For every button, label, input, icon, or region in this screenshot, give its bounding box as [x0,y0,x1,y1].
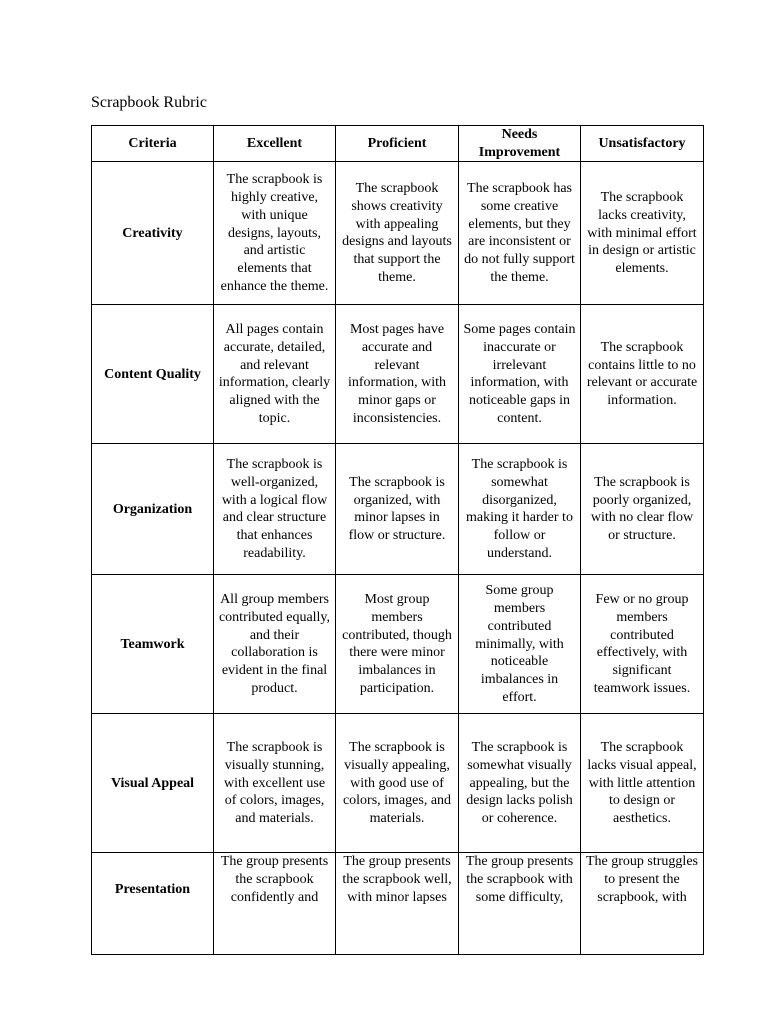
table-row [92,305,704,444]
column-header-needs-improvement: Needs Improvement [459,126,581,162]
column-header-excellent: Excellent [214,126,336,162]
document-title: Scrapbook Rubric [91,94,207,111]
rubric-table [91,125,704,955]
needs-improvement-cell: The scrapbook is somewhat visually appealing, but the design lacks polish or coherence. [459,714,581,853]
criterion-cell: Content Quality [92,305,214,444]
criterion-cell: Organization [92,444,214,575]
column-header-unsatisfactory: Unsatisfactory [581,126,704,162]
unsatisfactory-cell: The scrapbook is poorly organized, with no clear flow or structure. [581,444,704,575]
cell-text: The group presents the scrapbook confidently and [220,854,329,905]
excellent-cell: All group members contributed equally, and their collaboration is evident in the final product. [214,575,336,714]
cell-text: The group struggles to present the scrapbook, with [586,854,698,905]
proficient-cell: The scrapbook is organized, with minor lapses in flow or structure. [336,444,459,575]
column-header-proficient: Proficient [336,126,459,162]
proficient-cell: The scrapbook shows creativity with appealing designs and layouts that support the theme. [336,162,459,305]
criterion-cell: Visual Appeal [92,714,214,853]
excellent-cell: All pages contain accurate, detailed, and relevant information, clearly aligned with the topic. [214,305,336,444]
table-row [92,714,704,853]
table-row [92,162,704,305]
table-row [92,444,704,575]
criterion-cell: Teamwork [92,575,214,714]
criterion-cell: Creativity [92,162,214,305]
excellent-cell: The scrapbook is well-organized, with a logical flow and clear structure that enhances readability. [214,444,336,575]
table-row [92,575,704,714]
criterion-cell: Presentation [92,853,214,955]
needs-improvement-cell: The scrapbook has some creative elements, but they are inconsistent or do not fully support the theme. [459,162,581,305]
column-header-criteria: Criteria [92,126,214,162]
excellent-cell: The scrapbook is visually stunning, with excellent use of colors, images, and materials. [214,714,336,853]
header-row [92,126,704,162]
table-row [92,853,704,955]
proficient-cell [336,853,459,955]
unsatisfactory-cell: The scrapbook lacks visual appeal, with little attention to design or aesthetics. [581,714,704,853]
proficient-cell: The scrapbook is visually appealing, with good use of colors, images, and materials. [336,714,459,853]
unsatisfactory-cell: The scrapbook contains little to no relevant or accurate information. [581,305,704,444]
unsatisfactory-cell: Few or no group members contributed effectively, with significant teamwork issues. [581,575,704,714]
needs-improvement-cell: The scrapbook is somewhat disorganized, making it harder to follow or understand. [459,444,581,575]
unsatisfactory-cell: The scrapbook lacks creativity, with minimal effort in design or artistic elements. [581,162,704,305]
proficient-cell: Most group members contributed, though there were minor imbalances in participation. [336,575,459,714]
excellent-cell: The scrapbook is highly creative, with unique designs, layouts, and artistic elements that enhance the theme. [214,162,336,305]
unsatisfactory-cell [581,853,704,955]
cell-text: The group presents the scrapbook well, with minor lapses [342,854,452,905]
proficient-cell: Most pages have accurate and relevant information, with minor gaps or inconsistencies. [336,305,459,444]
cell-text: The group presents the scrapbook with some difficulty, [465,854,574,905]
needs-improvement-cell [459,853,581,955]
excellent-cell [214,853,336,955]
needs-improvement-cell: Some pages contain inaccurate or irrelevant information, with noticeable gaps in content. [459,305,581,444]
needs-improvement-cell: Some group members contributed minimally, with noticeable imbalances in effort. [459,575,581,714]
